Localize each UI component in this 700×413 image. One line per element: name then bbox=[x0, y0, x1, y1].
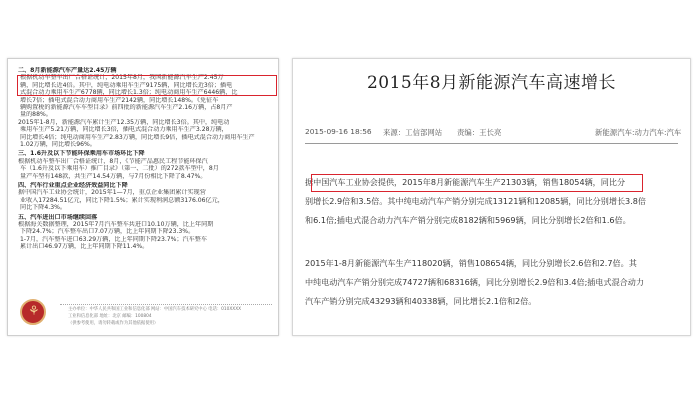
article-source[interactable]: 来源：工信部网站 bbox=[383, 128, 443, 137]
paragraph-2-line-3: 汽车产销分别完成43293辆和40338辆，同比增长2.1倍和2倍。 bbox=[305, 296, 537, 306]
news-article-panel bbox=[292, 58, 691, 336]
paragraph-1-line-1: 据中国汽车工业协会提供，2015年8月新能源汽车生产21303辆，销售18054辆，同比分 bbox=[305, 177, 626, 187]
footer-line-2: 工业和信息化部 地址：北京 邮编：100804 bbox=[68, 314, 152, 319]
report-text-line: 辆购置税的新能源汽车车型目录》前四批的新能源汽车生产2.16万辆，占8月产 bbox=[20, 104, 233, 111]
report-text-line: 量产车型有148款，共生产14.54万辆，与7月份相比下降了8.47%。 bbox=[20, 172, 207, 180]
paragraph-2-line-1: 2015年1-8月新能源汽车生产118020辆，销售108654辆，同比分别增长2.6倍和2.7倍。其 bbox=[305, 258, 637, 268]
report-text-line: 根据机动车整车出厂合格证统计，2015年8月，我国新能源汽车生产2.45万 bbox=[20, 74, 224, 82]
report-text-line: 根据机动车整车出厂合格证统计，8月，《节能产品惠民工程节能环保汽 bbox=[18, 157, 208, 165]
report-text-line: 2015年1-8月，新能源汽车累计生产12.35万辆，同比增长3倍。其中，纯电动 bbox=[18, 118, 230, 126]
footer-line-3: （供参考使用，请勿转载或作为其他依据使用） bbox=[68, 321, 159, 326]
footer-line-1: 主办单位：中华人民共和国工业和信息化部 网站：中国汽车技术研究中心 电话：010XXXX bbox=[68, 307, 242, 312]
paragraph-2-line-2: 中纯电动汽车产销分别完成74727辆和68316辆，同比分别增长2.9倍和3.4倍;插电式混合动力 bbox=[305, 277, 644, 287]
paragraph-1-line-3: 和6.1倍;插电式混合动力汽车产销分别完成8182辆和5969辆，同比分别增长2倍和1.6倍。 bbox=[305, 215, 631, 225]
report-text-line: 1-7月，汽车整车进口63.29万辆，比上年同期下降23.7%；汽车整车 bbox=[20, 235, 207, 243]
footer-divider bbox=[60, 304, 272, 305]
report-text-line: 据中国汽车工业协会统计，2015年1—7月，重点企业集团累计实现营 bbox=[18, 189, 206, 197]
article-category[interactable]: 新能源汽车:动力汽车:汽车 bbox=[595, 128, 682, 137]
report-text-line: 车（1.6升及以下乘用车）推广目录》（第一、二批）的272款车型中，8月 bbox=[20, 165, 219, 173]
report-section-heading: 三、1.6升及以下节能环保乘用车市场环比下降 bbox=[18, 150, 145, 158]
report-text-line: 同比增长4倍；纯电动商用车生产2.83万辆，同比增长9倍，插电式混合动力商用车生产 bbox=[20, 133, 255, 141]
report-text-line: 乘用车生产5.21万辆，同比增长3倍，插电式混合动力乘用车生产3.28万辆， bbox=[20, 126, 228, 134]
report-text-line: 业收入17284.51亿元，同比下降1.5%；累计实现利润总额3176.06亿元， bbox=[20, 196, 224, 204]
report-section-heading: 五、汽车进出口市场继续回落 bbox=[18, 213, 98, 221]
highlight-box-article bbox=[311, 174, 643, 192]
report-text-line: 增长7倍；插电式混合动力商用车生产2142辆，同比增长148%。《免征车 bbox=[20, 96, 219, 104]
paragraph-1-line-2: 别增长2.9倍和3.5倍。其中纯电动汽车产销分别完成13121辆和12085辆，同比分别增长3.8倍 bbox=[305, 196, 647, 206]
report-text-line: 累计出口46.97万辆，比上年同期下降11.4%。 bbox=[20, 243, 149, 251]
report-text-line: 同比下降4.3%。 bbox=[20, 204, 66, 212]
scanned-report-panel bbox=[7, 58, 279, 336]
report-text-line: 1.02万辆，同比增长96%。 bbox=[20, 141, 96, 148]
report-section-heading: 二、8月新能源汽车产量达2.45万辆 bbox=[18, 67, 117, 74]
report-section-heading: 四、汽车行业重点企业经济效益同比下降 bbox=[18, 182, 128, 189]
report-text-line: 式混合动力乘用车生产6778辆，同比增长1.3倍；纯电动商用车生产6446辆，比 bbox=[20, 89, 238, 97]
report-text-line: 根据海关数据整理，2015年7月汽车整车共进口10.10万辆，比上年同期 bbox=[18, 221, 214, 228]
report-text-line: 下降24.7%；汽车整车出口7.07万辆，比上年同期下降23.3%。 bbox=[20, 228, 195, 236]
ministry-seal-icon: ⚘ bbox=[20, 299, 46, 325]
article-date: 2015-09-16 18:56 bbox=[305, 127, 372, 136]
header-divider bbox=[305, 143, 678, 144]
report-text-line: 量的88%。 bbox=[20, 111, 52, 119]
report-text-line: 辆，同比增长近4倍。其中，纯电动乘用车生产9175辆，同比增长近3倍；插电 bbox=[20, 81, 233, 89]
highlight-box-report bbox=[17, 75, 277, 96]
article-title: 2015年8月新能源汽车高速增长 bbox=[366, 73, 617, 93]
article-editor: 责编：王长亮 bbox=[457, 128, 502, 137]
